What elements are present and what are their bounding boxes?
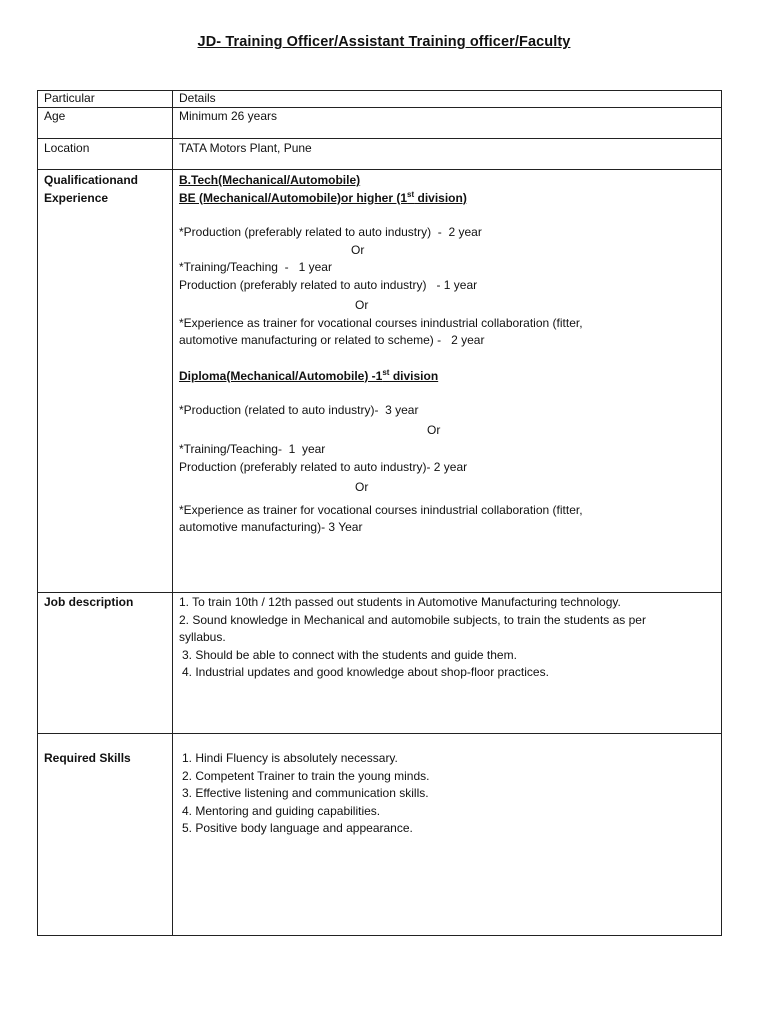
diploma-trainer-line2: automotive manufacturing)- 3 Year: [179, 520, 363, 534]
table-row-required-skills: [38, 734, 722, 936]
list-item: 1. Hindi Fluency is absolutely necessary.: [182, 751, 398, 765]
diploma-heading: Diploma(Mechanical/Automobile) -1st division: [179, 367, 439, 383]
or-separator: Or: [355, 480, 369, 494]
table-row-location: [38, 139, 722, 170]
location-label: Location: [38, 139, 173, 170]
required-skills-details: [173, 734, 722, 936]
qualification-label-line1: Qualificationand: [44, 173, 139, 187]
list-item: 2. Competent Trainer to train the young minds.: [182, 768, 430, 783]
or-separator: Or: [351, 242, 365, 257]
header-details: Details: [173, 91, 722, 108]
btech-production-2: Production (preferably related to auto industry) - 1 year: [179, 277, 478, 292]
btech-production: *Production (preferably related to auto industry) - 2 year: [179, 225, 482, 239]
list-item: 3. Should be able to connect with the students and guide them.: [182, 647, 517, 662]
spacer: [179, 385, 715, 402]
qualification-label-line2: Experience: [44, 190, 109, 205]
list-item: 5. Positive body language and appearance.: [182, 821, 413, 835]
table-header-row: [38, 91, 722, 108]
list-item: 1. To train 10th / 12th passed out students in Automotive Manufacturing technology.: [179, 595, 621, 609]
list-item: 4. Industrial updates and good knowledge about shop-floor practices.: [182, 665, 549, 679]
btech-training: *Training/Teaching - 1 year: [179, 260, 332, 274]
list-item: syllabus.: [179, 630, 226, 644]
btech-heading: B.Tech(Mechanical/Automobile): [179, 173, 361, 187]
location-value: TATA Motors Plant, Pune: [173, 139, 722, 170]
qualification-label: [38, 170, 173, 593]
diploma-production-2: Production (preferably related to auto industry)- 2 year: [179, 459, 468, 474]
list-item: 4. Mentoring and guiding capabilities.: [182, 803, 381, 818]
job-description-label: Job description: [38, 593, 173, 734]
diploma-production: *Production (related to auto industry)- 3 year: [179, 403, 419, 417]
list-item: 3. Effective listening and communication skills.: [182, 786, 429, 800]
list-item: 2. Sound knowledge in Mechanical and automobile subjects, to train the students as per: [179, 612, 646, 627]
spacer: [179, 207, 715, 224]
age-label: Age: [38, 108, 173, 139]
table-row-qualification: [38, 170, 722, 593]
btech-trainer-line2: automotive manufacturing or related to scheme) - 2 year: [179, 333, 485, 347]
header-particular: Particular: [38, 91, 173, 108]
diploma-trainer-line1: *Experience as trainer for vocational courses inindustrial collaboration (fitter,: [179, 502, 583, 517]
required-skills-label: Required Skills: [38, 734, 173, 936]
or-separator: Or: [355, 298, 369, 312]
be-heading: BE (Mechanical/Automobile)or higher (1st division): [179, 189, 467, 205]
qualification-details: [173, 170, 722, 593]
age-value: Minimum 26 years: [173, 108, 722, 139]
spacer: [179, 350, 715, 368]
or-separator: Or: [427, 422, 441, 437]
job-description-table: [37, 90, 722, 936]
document-title: JD- Training Officer/Assistant Training officer/Faculty: [197, 34, 571, 50]
table-row-job-description: [38, 593, 722, 734]
table-row-age: [38, 108, 722, 139]
btech-trainer-line1: *Experience as trainer for vocational courses inindustrial collaboration (fitter,: [179, 315, 583, 330]
job-description-details: [173, 593, 722, 734]
diploma-training: *Training/Teaching- 1 year: [179, 442, 326, 456]
